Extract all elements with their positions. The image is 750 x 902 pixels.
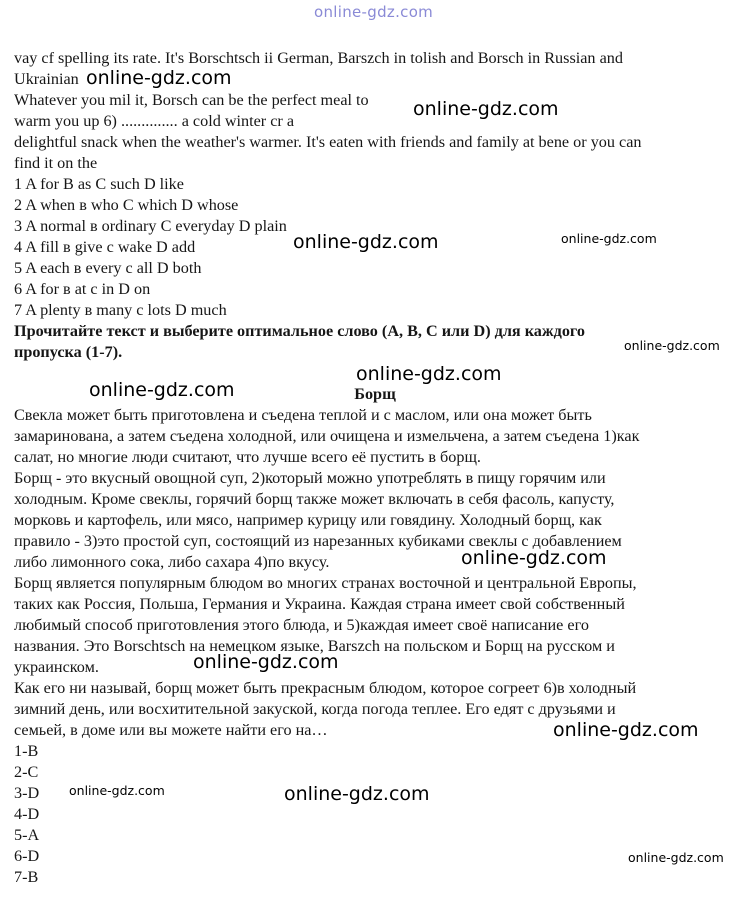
watermark-small: online-gdz.com — [69, 783, 165, 798]
watermark: online-gdz.com — [461, 547, 607, 569]
answer-line: 2-C — [14, 763, 39, 781]
russian-title: Борщ — [354, 385, 396, 403]
english-line: find it on the — [14, 154, 98, 172]
watermark: online-gdz.com — [193, 651, 339, 673]
english-line: Whatever you mil it, Borsch can be the perfect meal to — [14, 91, 369, 109]
watermark-small: online-gdz.com — [561, 231, 657, 246]
russian-line: украинском. — [14, 658, 99, 676]
russian-line: салат, но многие люди считают, что лучше всего её пустить в борщ. — [14, 448, 481, 466]
russian-line: Борщ является популярным блюдом во многих странах восточной и центральной Европы, — [14, 574, 637, 592]
russian-line: зимний день, или восхитительной закуской, когда погода теплее. Его едят с друзьями и — [14, 700, 616, 718]
russian-line: замаринована, а затем съедена холодной, или очищена и измельчена, а затем съедена 1)как — [14, 427, 640, 445]
russian-line: Борщ - это вкусный овощной суп, 2)который можно употреблять в пищу горячим или — [14, 469, 606, 487]
watermark: online-gdz.com — [86, 67, 232, 89]
instruction-line: пропуска (1-7). — [14, 343, 123, 361]
english-line: warm you up 6) .............. a cold winter cr a — [14, 112, 295, 130]
russian-line: либо лимонного сока, либо сахара 4)по вкусу. — [14, 553, 330, 571]
watermark: online-gdz.com — [413, 98, 559, 120]
answer-line: 3-D — [14, 784, 40, 802]
russian-line: холодным. Кроме свеклы, горячий борщ также может включать в себя фасоль, капусту, — [14, 490, 615, 508]
english-line: vay cf spelling its rate. It's Borschtsch ii German, Barszch in tolish and Borsch in Russian and — [14, 49, 623, 67]
answer-line: 7-B — [14, 868, 39, 886]
option-line: 5 A each в every с all D both — [14, 259, 202, 277]
russian-line: названия. Это Borschtsch на немецком языке, Barszch на польском и Борщ на русском и — [14, 637, 615, 655]
russian-line: семьей, в доме или вы можете найти его на… — [14, 721, 328, 739]
watermark: online-gdz.com — [293, 231, 439, 253]
russian-line: любимый способ приготовления этого блюда, и 5)каждая имеет своё написание его — [14, 616, 589, 634]
russian-line: таких как Россия, Польша, Германия и Украина. Каждая страна имеет свой собственный — [14, 595, 625, 613]
option-line: 4 A fill в give с wake D add — [14, 238, 196, 256]
watermark: online-gdz.com — [553, 719, 699, 741]
watermark: online-gdz.com — [89, 379, 235, 401]
watermark-small: online-gdz.com — [628, 850, 724, 865]
option-line: 6 A for в at с in D on — [14, 280, 151, 298]
answer-line: 4-D — [14, 805, 40, 823]
russian-line: Как его ни называй, борщ может быть прекрасным блюдом, которое согреет 6)в холодный — [14, 679, 637, 697]
watermark: online-gdz.com — [356, 363, 502, 385]
russian-line: морковь и картофель, или мясо, например курицу или говядину. Холодный борщ, как — [14, 511, 602, 529]
option-line: 7 A plenty в many с lots D much — [14, 301, 227, 319]
option-line: 1 A for B as C such D like — [14, 175, 184, 193]
english-line: Ukrainian — [14, 70, 79, 88]
english-line: delightful snack when the weather's warmer. It's eaten with friends and family at bene or you can — [14, 133, 642, 151]
russian-line: правило - 3)это простой суп, состоящий из нарезанных кубиками свеклы с добавлением — [14, 532, 622, 550]
option-line: 3 A normal в ordinary C everyday D plain — [14, 217, 287, 235]
russian-line: Свекла может быть приготовлена и съедена теплой и с маслом, или она может быть — [14, 406, 592, 424]
watermark-small: online-gdz.com — [624, 338, 720, 353]
watermark-top: online-gdz.com — [314, 3, 434, 21]
watermark: online-gdz.com — [284, 783, 430, 805]
answer-line: 5-A — [14, 826, 40, 844]
answer-line: 1-B — [14, 742, 39, 760]
instruction-line: Прочитайте текст и выберите оптимальное слово (A, B, C или D) для каждого — [14, 322, 585, 340]
option-line: 2 A when в who C which D whose — [14, 196, 239, 214]
answer-line: 6-D — [14, 847, 40, 865]
